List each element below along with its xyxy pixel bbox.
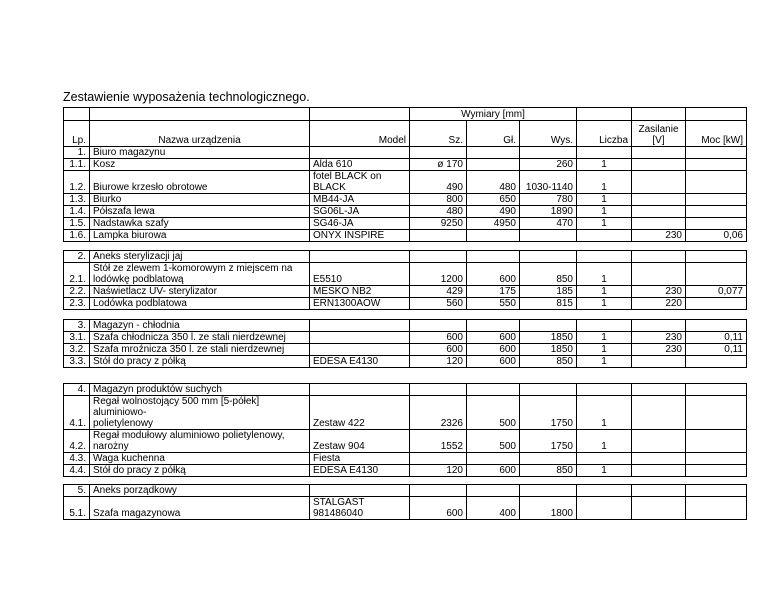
- row-device-name: Regał modułowy aluminiowo polietylenowy, narożny: [90, 430, 310, 453]
- row-device-name: Naświetlacz UV- sterylizator: [90, 286, 310, 298]
- row-quantity: [577, 384, 632, 396]
- row-power: [686, 298, 747, 310]
- table-row: [64, 332, 747, 344]
- row-device-name: Aneks sterylizacji jaj: [90, 251, 310, 263]
- row-lp: 1.5.: [64, 218, 90, 230]
- row-power: [686, 497, 747, 520]
- row-height: 1800: [520, 497, 577, 520]
- row-device-name: Regał wolnostojący 500 mm [5-półek] aluminiowo- polietylenowy: [90, 396, 310, 430]
- row-lp: 1.4.: [64, 206, 90, 218]
- row-model: Zestaw 904: [310, 430, 410, 453]
- row-power: [686, 159, 747, 171]
- row-height: 1750: [520, 396, 577, 430]
- row-power: [686, 384, 747, 396]
- row-width: 120: [410, 465, 467, 477]
- row-model: ERN1300AOW: [310, 298, 410, 310]
- row-lp: 3.2.: [64, 344, 90, 356]
- row-height: 1850: [520, 332, 577, 344]
- row-power: [686, 218, 747, 230]
- row-width: 2326: [410, 396, 467, 430]
- document-title: Zestawienie wyposażenia technologicznego.: [63, 90, 310, 104]
- row-depth: 500: [467, 430, 520, 453]
- row-quantity: [577, 497, 632, 520]
- row-voltage: [632, 263, 686, 286]
- row-height: 1750: [520, 430, 577, 453]
- row-depth: [467, 159, 520, 171]
- row-model: SG06L-JA: [310, 206, 410, 218]
- row-height: 780: [520, 194, 577, 206]
- row-voltage: 230: [632, 332, 686, 344]
- row-depth: 4950: [467, 218, 520, 230]
- table-row: [64, 159, 747, 171]
- row-power: [686, 263, 747, 286]
- table-row: [64, 298, 747, 310]
- row-power: [686, 320, 747, 332]
- row-depth: [467, 320, 520, 332]
- row-device-name: Kosz: [90, 159, 310, 171]
- row-depth: 650: [467, 194, 520, 206]
- row-power: 0,06: [686, 230, 747, 242]
- row-voltage: 230: [632, 286, 686, 298]
- col-header-height: Wys.: [520, 121, 577, 147]
- row-width: 120: [410, 356, 467, 368]
- row-voltage: 230: [632, 230, 686, 242]
- row-device-name: Magazyn - chłodnia: [90, 320, 310, 332]
- row-width: 490: [410, 171, 467, 194]
- row-depth: [467, 230, 520, 242]
- row-power: [686, 465, 747, 477]
- section-header-row: [64, 251, 747, 263]
- row-height: 850: [520, 356, 577, 368]
- row-height: [520, 384, 577, 396]
- row-power: [686, 171, 747, 194]
- row-device-name: Szafa mroźnicza 350 l. ze stali nierdzewnej: [90, 344, 310, 356]
- table-row: [64, 218, 747, 230]
- row-model: fotel BLACK on BLACK: [310, 171, 410, 194]
- row-voltage: [632, 320, 686, 332]
- row-depth: 400: [467, 497, 520, 520]
- row-depth: 600: [467, 356, 520, 368]
- row-quantity: 1: [577, 298, 632, 310]
- row-quantity: 1: [577, 356, 632, 368]
- row-power: [686, 453, 747, 465]
- col-header-width: Sz.: [410, 121, 467, 147]
- row-height: [520, 453, 577, 465]
- section-header-row: [64, 485, 747, 497]
- row-lp: 2.2.: [64, 286, 90, 298]
- row-quantity: 1: [577, 194, 632, 206]
- col-header-quantity: Liczba: [577, 121, 632, 147]
- table-row: [64, 171, 747, 194]
- row-power: 0,11: [686, 344, 747, 356]
- row-height: 1890: [520, 206, 577, 218]
- row-lp: 4.: [64, 384, 90, 396]
- col-header-voltage: Zasilanie [V]: [632, 121, 686, 147]
- row-width: [410, 251, 467, 263]
- col-header-name: Nazwa urządzenia: [90, 121, 310, 147]
- row-model: EDESA E4130: [310, 356, 410, 368]
- row-device-name: Stół do pracy z półką: [90, 356, 310, 368]
- table-row: [64, 230, 747, 242]
- row-voltage: [632, 147, 686, 159]
- row-height: 470: [520, 218, 577, 230]
- row-depth: 600: [467, 263, 520, 286]
- table-row: [64, 344, 747, 356]
- row-model: [310, 332, 410, 344]
- row-quantity: 1: [577, 286, 632, 298]
- row-voltage: [632, 485, 686, 497]
- row-model: E5510: [310, 263, 410, 286]
- row-width: [410, 147, 467, 159]
- row-quantity: [577, 453, 632, 465]
- col-header-model: Model: [310, 121, 410, 147]
- section-header-row: [64, 320, 747, 332]
- row-quantity: 1: [577, 332, 632, 344]
- row-voltage: [632, 171, 686, 194]
- row-width: ø 170: [410, 159, 467, 171]
- row-width: [410, 453, 467, 465]
- row-model: SG46-JA: [310, 218, 410, 230]
- row-lp: 3.: [64, 320, 90, 332]
- row-height: 1850: [520, 344, 577, 356]
- row-device-name: Stół ze zlewem 1-komorowym z miejscem na lodówkę podblatową: [90, 263, 310, 286]
- row-depth: [467, 453, 520, 465]
- row-power: [686, 356, 747, 368]
- row-height: [520, 320, 577, 332]
- col-header-lp: Lp.: [64, 121, 90, 147]
- row-quantity: 1: [577, 396, 632, 430]
- row-quantity: [577, 230, 632, 242]
- row-quantity: [577, 251, 632, 263]
- row-model: Fiesta: [310, 453, 410, 465]
- table-row: [64, 286, 747, 298]
- table-row: [64, 263, 747, 286]
- row-depth: 480: [467, 171, 520, 194]
- row-lp: 4.3.: [64, 453, 90, 465]
- row-device-name: Biurko: [90, 194, 310, 206]
- row-power: [686, 430, 747, 453]
- row-quantity: [577, 320, 632, 332]
- row-voltage: 230: [632, 344, 686, 356]
- row-lp: 4.4.: [64, 465, 90, 477]
- row-width: 800: [410, 194, 467, 206]
- row-model: Zestaw 422: [310, 396, 410, 430]
- table-row: [64, 356, 747, 368]
- row-voltage: [632, 384, 686, 396]
- row-width: [410, 384, 467, 396]
- row-model: [310, 485, 410, 497]
- row-power: 0,077: [686, 286, 747, 298]
- row-device-name: Lampka biurowa: [90, 230, 310, 242]
- row-lp: 2.3.: [64, 298, 90, 310]
- row-model: STALGAST 981486040: [310, 497, 410, 520]
- row-quantity: 1: [577, 171, 632, 194]
- row-quantity: 1: [577, 465, 632, 477]
- table-row: [64, 430, 747, 453]
- row-voltage: [632, 218, 686, 230]
- row-quantity: 1: [577, 344, 632, 356]
- row-model: MB44-JA: [310, 194, 410, 206]
- row-depth: [467, 485, 520, 497]
- row-quantity: 1: [577, 430, 632, 453]
- row-device-name: Nadstawka szafy: [90, 218, 310, 230]
- row-power: [686, 147, 747, 159]
- row-width: 600: [410, 344, 467, 356]
- row-power: [686, 194, 747, 206]
- row-model: [310, 251, 410, 263]
- row-width: 560: [410, 298, 467, 310]
- row-depth: 490: [467, 206, 520, 218]
- row-voltage: [632, 251, 686, 263]
- equipment-table-section-4: [63, 383, 747, 477]
- row-height: 260: [520, 159, 577, 171]
- table-row: [64, 206, 747, 218]
- row-width: 429: [410, 286, 467, 298]
- row-height: [520, 485, 577, 497]
- row-width: 1552: [410, 430, 467, 453]
- row-width: 600: [410, 332, 467, 344]
- row-quantity: 1: [577, 263, 632, 286]
- row-depth: [467, 147, 520, 159]
- table-row: [64, 396, 747, 430]
- table-row: [64, 194, 747, 206]
- row-height: [520, 147, 577, 159]
- row-width: [410, 230, 467, 242]
- row-depth: 175: [467, 286, 520, 298]
- equipment-table-section-5: [63, 484, 747, 520]
- table-row: [64, 497, 747, 520]
- row-model: [310, 147, 410, 159]
- row-lp: 1.6.: [64, 230, 90, 242]
- row-height: [520, 251, 577, 263]
- row-device-name: Półszafa lewa: [90, 206, 310, 218]
- row-voltage: [632, 430, 686, 453]
- row-lp: 4.2.: [64, 430, 90, 453]
- row-device-name: Magazyn produktów suchych: [90, 384, 310, 396]
- row-power: 0,11: [686, 332, 747, 344]
- row-width: 480: [410, 206, 467, 218]
- row-lp: 2.1.: [64, 263, 90, 286]
- row-width: 1200: [410, 263, 467, 286]
- row-lp: 1.: [64, 147, 90, 159]
- dimensions-group-header: Wymiary [mm]: [410, 108, 577, 121]
- row-power: [686, 206, 747, 218]
- row-model: MESKO NB2: [310, 286, 410, 298]
- col-header-power: Moc [kW]: [686, 121, 747, 147]
- equipment-table-section-2: [63, 250, 747, 310]
- row-model: [310, 320, 410, 332]
- row-device-name: Stół do pracy z półką: [90, 465, 310, 477]
- row-power: [686, 396, 747, 430]
- row-width: [410, 485, 467, 497]
- row-device-name: Biuro magazynu: [90, 147, 310, 159]
- row-height: 850: [520, 263, 577, 286]
- row-width: 9250: [410, 218, 467, 230]
- row-width: [410, 320, 467, 332]
- row-depth: 550: [467, 298, 520, 310]
- row-lp: 1.3.: [64, 194, 90, 206]
- row-voltage: [632, 465, 686, 477]
- row-lp: 5.: [64, 485, 90, 497]
- row-model: [310, 344, 410, 356]
- row-depth: 500: [467, 396, 520, 430]
- row-quantity: 1: [577, 206, 632, 218]
- row-height: [520, 230, 577, 242]
- table-row: [64, 453, 747, 465]
- row-power: [686, 485, 747, 497]
- row-lp: 3.1.: [64, 332, 90, 344]
- row-height: 850: [520, 465, 577, 477]
- row-height: 815: [520, 298, 577, 310]
- row-quantity: 1: [577, 218, 632, 230]
- row-device-name: Lodówka podblatowa: [90, 298, 310, 310]
- row-lp: 4.1.: [64, 396, 90, 430]
- row-height: 1030-1140: [520, 171, 577, 194]
- row-quantity: [577, 485, 632, 497]
- row-voltage: [632, 356, 686, 368]
- row-depth: 600: [467, 465, 520, 477]
- equipment-table-section-3: [63, 319, 747, 368]
- row-lp: 1.1.: [64, 159, 90, 171]
- row-model: ONYX INSPIRE: [310, 230, 410, 242]
- row-width: 600: [410, 497, 467, 520]
- row-voltage: [632, 194, 686, 206]
- equipment-table-header-section-1: [63, 107, 747, 242]
- row-lp: 5.1.: [64, 497, 90, 520]
- row-depth: [467, 251, 520, 263]
- section-header-row: [64, 384, 747, 396]
- row-model: [310, 384, 410, 396]
- row-model: Alda 610: [310, 159, 410, 171]
- row-depth: [467, 384, 520, 396]
- row-lp: 3.3.: [64, 356, 90, 368]
- row-voltage: [632, 159, 686, 171]
- row-voltage: [632, 206, 686, 218]
- row-lp: 2.: [64, 251, 90, 263]
- table-row: [64, 465, 747, 477]
- row-depth: 600: [467, 332, 520, 344]
- row-voltage: [632, 396, 686, 430]
- row-device-name: Szafa chłodnicza 350 l. ze stali nierdzewnej: [90, 332, 310, 344]
- row-power: [686, 251, 747, 263]
- row-device-name: Biurowe krzesło obrotowe: [90, 171, 310, 194]
- row-voltage: 220: [632, 298, 686, 310]
- row-device-name: Aneks porządkowy: [90, 485, 310, 497]
- row-depth: 600: [467, 344, 520, 356]
- row-quantity: [577, 147, 632, 159]
- row-voltage: [632, 453, 686, 465]
- col-header-depth: Gł.: [467, 121, 520, 147]
- row-height: 185: [520, 286, 577, 298]
- row-quantity: 1: [577, 159, 632, 171]
- row-device-name: Szafa magazynowa: [90, 497, 310, 520]
- row-model: EDESA E4130: [310, 465, 410, 477]
- row-device-name: Waga kuchenna: [90, 453, 310, 465]
- row-lp: 1.2.: [64, 171, 90, 194]
- section-header-row: [64, 147, 747, 159]
- row-voltage: [632, 497, 686, 520]
